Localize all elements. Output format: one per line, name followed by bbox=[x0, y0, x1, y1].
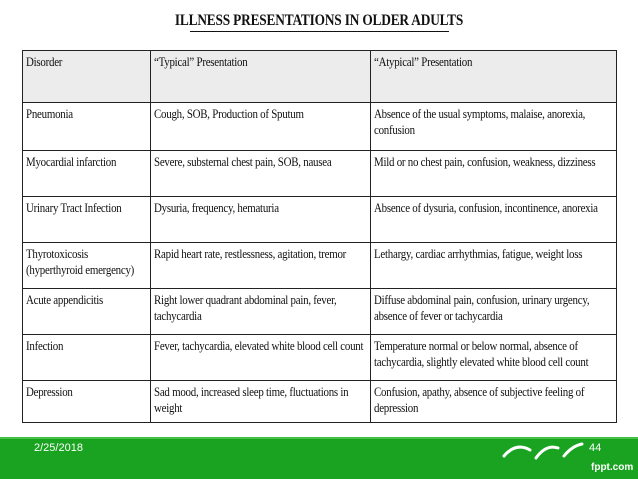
footer-date: 2/25/2018 bbox=[34, 442, 83, 454]
atypical-cell: Lethargy, cardiac arrhythmias, fatigue, weight loss bbox=[371, 243, 617, 289]
presentations-table bbox=[22, 50, 617, 423]
table-row bbox=[23, 381, 617, 423]
table-row bbox=[23, 289, 617, 335]
disorder-cell: Depression bbox=[23, 381, 151, 423]
disorder-cell: Thyrotoxicosis (hyperthyroid emergency) bbox=[23, 243, 151, 289]
atypical-cell: Confusion, apathy, absence of subjective feeling of depression bbox=[371, 381, 617, 423]
typical-cell: Sad mood, increased sleep time, fluctuations in weight bbox=[151, 381, 371, 423]
slide-title: ILLNESS PRESENTATIONS IN OLDER ADULTS bbox=[174, 12, 464, 29]
atypical-cell: Mild or no chest pain, confusion, weakness, dizziness bbox=[371, 151, 617, 197]
title-underline bbox=[190, 31, 449, 32]
disorder-cell: Infection bbox=[23, 335, 151, 381]
decorative-swoosh-icon bbox=[498, 436, 588, 462]
typical-cell: Cough, SOB, Production of Sputum bbox=[151, 103, 371, 151]
brand-label: fppt.com bbox=[591, 462, 634, 473]
typical-cell: Dysuria, frequency, hematuria bbox=[151, 197, 371, 243]
header-cell-disorder: Disorder bbox=[23, 51, 151, 103]
atypical-cell: Absence of dysuria, confusion, incontinence, anorexia bbox=[371, 197, 617, 243]
disorder-cell: Urinary Tract Infection bbox=[23, 197, 151, 243]
table-row bbox=[23, 151, 617, 197]
typical-cell: Fever, tachycardia, elevated white blood cell count bbox=[151, 335, 371, 381]
typical-cell: Right lower quadrant abdominal pain, fever, tachycardia bbox=[151, 289, 371, 335]
disorder-cell: Myocardial infarction bbox=[23, 151, 151, 197]
typical-cell: Severe, substernal chest pain, SOB, nausea bbox=[151, 151, 371, 197]
table-row bbox=[23, 197, 617, 243]
disorder-cell: Acute appendicitis bbox=[23, 289, 151, 335]
atypical-cell: Temperature normal or below normal, absence of tachycardia, slightly elevated white blood cell count bbox=[371, 335, 617, 381]
atypical-cell: Diffuse abdominal pain, confusion, urinary urgency, absence of fever or tachycardia bbox=[371, 289, 617, 335]
disorder-cell: Pneumonia bbox=[23, 103, 151, 151]
typical-cell: Rapid heart rate, restlessness, agitation, tremor bbox=[151, 243, 371, 289]
atypical-cell: Absence of the usual symptoms, malaise, anorexia, confusion bbox=[371, 103, 617, 151]
table-row bbox=[23, 335, 617, 381]
page-number: 44 bbox=[589, 442, 602, 454]
header-cell-typical: “Typical” Presentation bbox=[151, 51, 371, 103]
table-row bbox=[23, 243, 617, 289]
header-cell-atypical: “Atypical” Presentation bbox=[371, 51, 617, 103]
table-header-row bbox=[23, 51, 617, 103]
table-row bbox=[23, 103, 617, 151]
